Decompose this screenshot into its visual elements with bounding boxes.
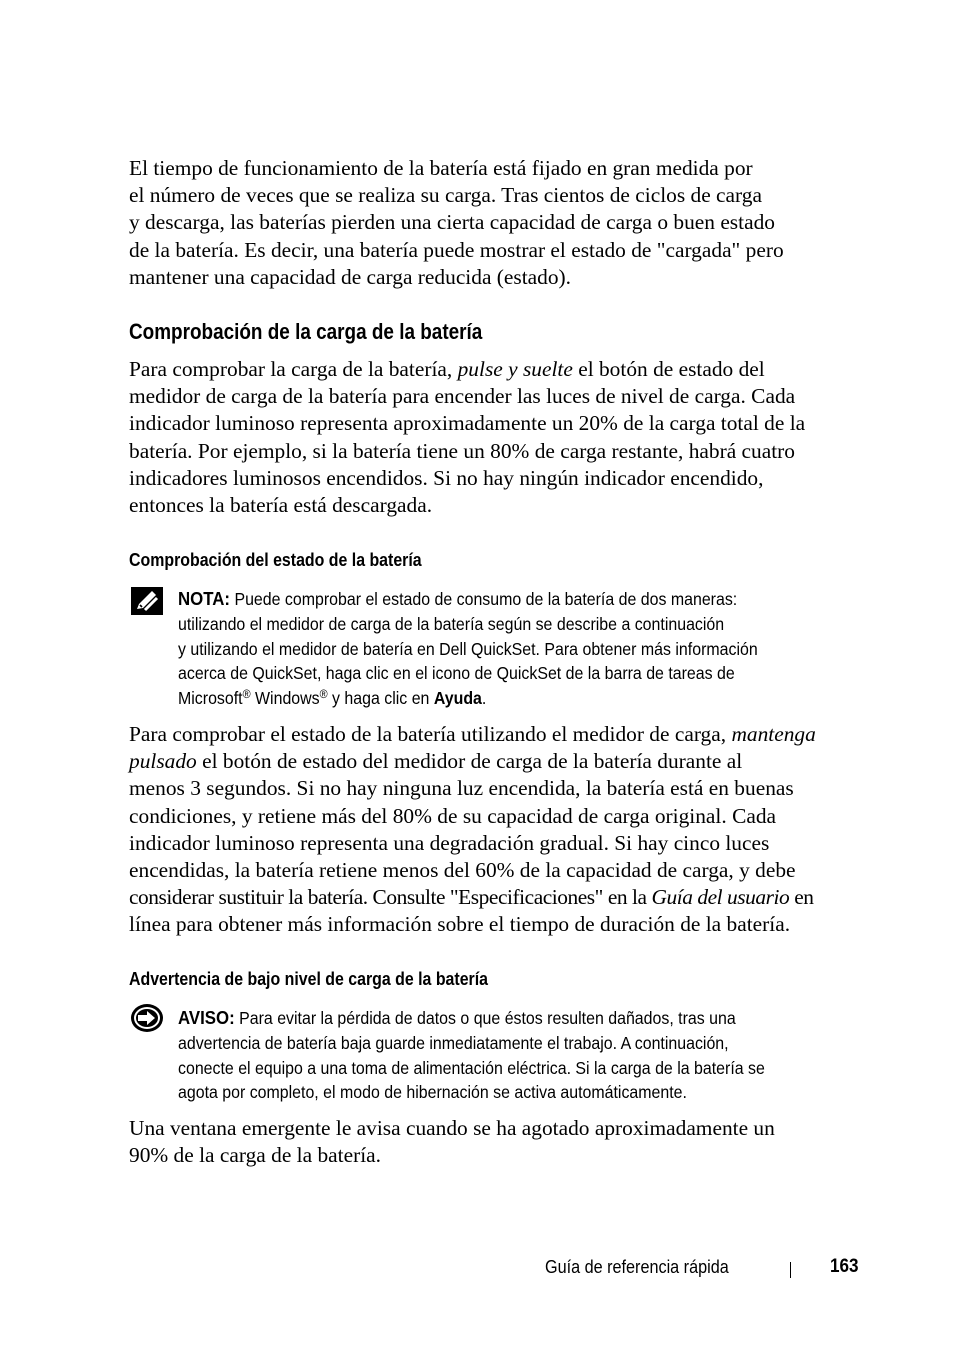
text-fragment: considerar sustituir la batería. Consulte "Especificaciones" en la xyxy=(129,885,652,910)
text-line: conecte el equipo a una toma de alimentación eléctrica. Si la carga de la batería se xyxy=(178,1057,765,1078)
text-line xyxy=(129,356,864,383)
low-battery-paragraph xyxy=(129,1115,864,1169)
emphasis-text: pulse y suelte xyxy=(457,357,573,381)
text-line: entonces la batería está descargada. xyxy=(129,493,433,518)
notice-arrow-icon xyxy=(130,1003,164,1033)
text-fragment: y haga clic en xyxy=(327,688,434,709)
footer-divider xyxy=(790,1262,791,1278)
text-line: 90% de la carga de la batería. xyxy=(129,1143,381,1168)
text-line: advertencia de batería baja guarde inmediatamente el trabajo. A continuación, xyxy=(178,1032,729,1053)
text-line: acerca de QuickSet, haga clic en el icono de QuickSet de la barra de tareas de xyxy=(178,663,735,684)
text-line xyxy=(129,748,864,775)
text-line xyxy=(178,1006,866,1031)
check-health-paragraph xyxy=(129,721,864,939)
text-line: menos 3 segundos. Si no hay ninguna luz encendida, la batería está en buenas xyxy=(129,776,794,801)
text-line: utilizando el medidor de carga de la batería según se describe a continuación xyxy=(178,613,725,634)
text-fragment: Windows xyxy=(250,688,320,709)
text-line: y descarga, las baterías pierden una cierta capacidad de carga o buen estado xyxy=(129,210,775,235)
emphasis-text: pulsado xyxy=(129,749,197,774)
text-line: línea para obtener más información sobre el tiempo de duración de la batería. xyxy=(129,912,791,937)
section-heading-check-charge: Comprobación de la carga de la batería xyxy=(129,319,483,344)
text-line xyxy=(178,686,866,711)
text-fragment: el botón de estado del xyxy=(572,357,765,381)
note-label: NOTA: xyxy=(178,588,231,609)
intro-paragraph xyxy=(129,155,864,291)
text-line: de la batería. Es decir, una batería puede mostrar el estado de "cargada" pero xyxy=(129,237,784,262)
text-line: El tiempo de funcionamiento de la batería está fijado en gran medida por xyxy=(129,156,753,180)
text-fragment: Para comprobar el estado de la batería utilizando el medidor de carga, xyxy=(129,722,732,746)
text-line: el número de veces que se realiza su carga. Tras cientos de ciclos de carga xyxy=(129,183,762,208)
footer-title: Guía de referencia rápida xyxy=(545,1257,729,1277)
text-fragment: Microsoft xyxy=(178,688,243,709)
text-line: encendidas, la batería retiene menos del 60% de la capacidad de carga, y debe xyxy=(129,858,796,883)
notice-label: AVISO: xyxy=(178,1007,235,1028)
subsection-heading-low-battery: Advertencia de bajo nivel de carga de la batería xyxy=(129,968,489,989)
text-line xyxy=(129,884,864,911)
text-fragment: el botón de estado del medidor de carga de la batería durante al xyxy=(196,749,743,774)
text-line xyxy=(178,587,866,612)
text-line: medidor de carga de la batería para encender las luces de nivel de carga. Cada xyxy=(129,384,796,409)
note-box xyxy=(178,587,866,711)
check-charge-paragraph xyxy=(129,356,864,519)
text-line: condiciones, y retiene más del 80% de su capacidad de carga original. Cada xyxy=(129,803,777,828)
text-line: indicadores luminosos encendidos. Si no hay ningún indicador encendido, xyxy=(129,465,764,490)
text-line: indicador luminoso representa aproximadamente un 20% de la carga total de la xyxy=(129,411,806,436)
subsection-heading-check-health: Comprobación del estado de la batería xyxy=(129,549,422,570)
text-line: Una ventana emergente le avisa cuando se ha agotado aproximadamente un xyxy=(129,1116,775,1140)
text-line: batería. Por ejemplo, si la batería tiene un 80% de carga restante, habrá cuatro xyxy=(129,438,795,463)
text-fragment: Para evitar la pérdida de datos o que éstos resulten dañados, tras una xyxy=(234,1008,736,1028)
emphasis-text: mantenga xyxy=(731,722,816,746)
text-fragment: en xyxy=(789,885,814,910)
emphasis-text: Guía del usuario xyxy=(651,885,790,910)
text-line: y utilizando el medidor de batería en Dell QuickSet. Para obtener más información xyxy=(178,638,758,659)
text-fragment: Para comprobar la carga de la batería, xyxy=(129,357,458,381)
page-number: 163 xyxy=(830,1256,859,1277)
help-term: Ayuda xyxy=(433,688,482,709)
registered-mark: ® xyxy=(242,687,251,702)
text-line: indicador luminoso representa una degradación gradual. Si hay cinco luces xyxy=(129,830,770,855)
text-line xyxy=(129,721,864,748)
notice-box xyxy=(178,1006,866,1105)
text-line: agota por completo, el modo de hibernación se activa automáticamente. xyxy=(178,1082,687,1103)
text-fragment: . xyxy=(481,688,487,709)
text-fragment: Puede comprobar el estado de consumo de la batería de dos maneras: xyxy=(230,589,738,609)
text-line: mantener una capacidad de carga reducida (estado). xyxy=(129,264,572,289)
note-pencil-icon xyxy=(131,587,163,615)
registered-mark: ® xyxy=(319,687,328,702)
